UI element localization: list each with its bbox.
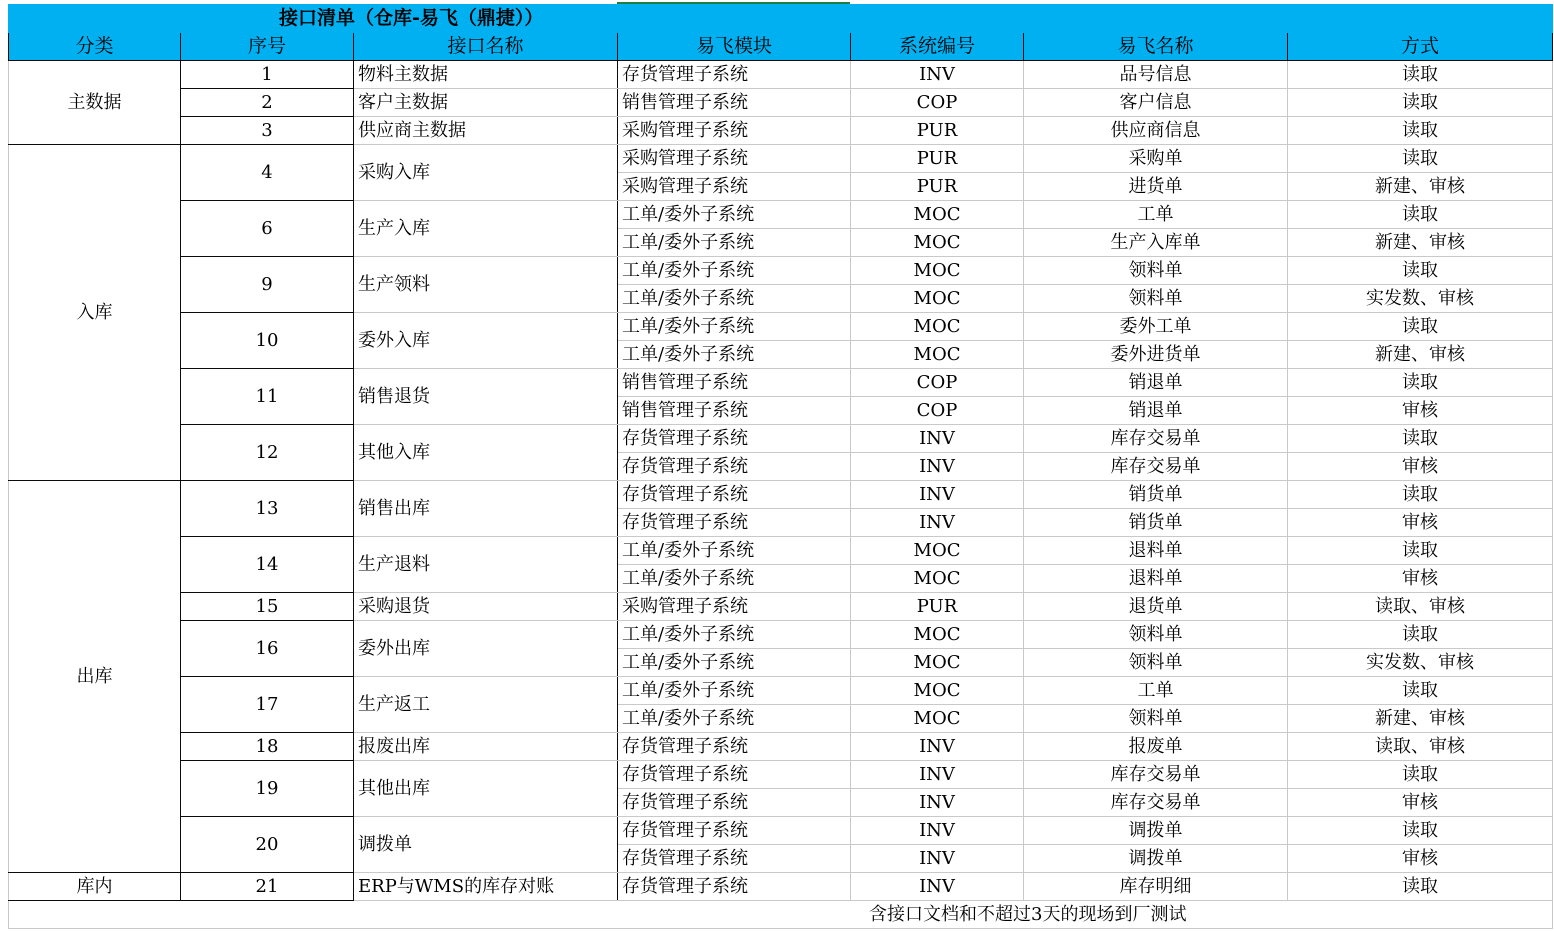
cell-module[interactable]: 工单/委外子系统 [618, 621, 851, 649]
footer-row [9, 901, 1553, 929]
cell-module[interactable]: 工单/委外子系统 [618, 201, 851, 229]
cell-system-code[interactable]: PUR [851, 117, 1024, 145]
cell-seq[interactable]: 4 [181, 145, 354, 201]
table-row [9, 257, 1553, 285]
cell-yifei-name[interactable]: 退货单 [1024, 593, 1288, 621]
interface-list-table [8, 4, 1553, 929]
cell-system-code[interactable]: MOC [851, 313, 1024, 341]
cell-method[interactable]: 审核 [1288, 565, 1553, 593]
cell-method[interactable]: 实发数、审核 [1288, 649, 1553, 677]
cell-method[interactable]: 新建、审核 [1288, 341, 1553, 369]
cell-yifei-name[interactable]: 进货单 [1024, 173, 1288, 201]
cell-module[interactable]: 工单/委外子系统 [618, 649, 851, 677]
cell-system-code[interactable]: INV [851, 733, 1024, 761]
cell-method[interactable]: 读取 [1288, 201, 1553, 229]
cell-system-code[interactable]: PUR [851, 593, 1024, 621]
cell-module[interactable]: 存货管理子系统 [618, 817, 851, 845]
cell-system-code[interactable]: MOC [851, 705, 1024, 733]
cell-category[interactable]: 库内 [9, 873, 181, 901]
cell-yifei-name[interactable]: 品号信息 [1024, 61, 1288, 89]
table-row [9, 145, 1553, 173]
cell-interface-name[interactable]: 委外入库 [354, 313, 618, 369]
cell-seq[interactable]: 9 [181, 257, 354, 313]
table-row [9, 733, 1553, 761]
header-row [9, 33, 1553, 61]
cell-method[interactable]: 读取 [1288, 677, 1553, 705]
cell-module[interactable]: 存货管理子系统 [618, 425, 851, 453]
cell-interface-name[interactable]: 报废出库 [354, 733, 618, 761]
cell-seq[interactable]: 12 [181, 425, 354, 481]
footer-note[interactable]: 含接口文档和不超过3天的现场到厂测试 [9, 901, 1553, 929]
cell-system-code[interactable]: MOC [851, 621, 1024, 649]
cell-module[interactable]: 销售管理子系统 [618, 397, 851, 425]
cell-interface-name[interactable]: 委外出库 [354, 621, 618, 677]
cell-module[interactable]: 工单/委外子系统 [618, 285, 851, 313]
cell-category[interactable]: 入库 [9, 145, 181, 481]
cell-seq[interactable]: 3 [181, 117, 354, 145]
sheet-title[interactable]: 接口清单（仓库-易飞（鼎捷）） [9, 5, 1553, 33]
cell-module[interactable]: 采购管理子系统 [618, 173, 851, 201]
table-row [9, 61, 1553, 89]
header-system-code[interactable]: 系统编号 [851, 33, 1024, 61]
cell-method[interactable]: 读取 [1288, 621, 1553, 649]
cell-seq[interactable]: 21 [181, 873, 354, 901]
cell-module[interactable]: 工单/委外子系统 [618, 229, 851, 257]
cell-module[interactable]: 存货管理子系统 [618, 453, 851, 481]
cell-module[interactable]: 采购管理子系统 [618, 593, 851, 621]
cell-module[interactable]: 销售管理子系统 [618, 369, 851, 397]
cell-seq[interactable]: 17 [181, 677, 354, 733]
cell-method[interactable]: 读取 [1288, 61, 1553, 89]
cell-module[interactable]: 工单/委外子系统 [618, 565, 851, 593]
cell-yifei-name[interactable]: 委外进货单 [1024, 341, 1288, 369]
cell-yifei-name[interactable]: 客户信息 [1024, 89, 1288, 117]
cell-interface-name[interactable]: 销售出库 [354, 481, 618, 537]
cell-method[interactable]: 读取 [1288, 313, 1553, 341]
cell-module[interactable]: 销售管理子系统 [618, 89, 851, 117]
cell-system-code[interactable]: MOC [851, 677, 1024, 705]
cell-system-code[interactable]: INV [851, 817, 1024, 845]
cell-seq[interactable]: 14 [181, 537, 354, 593]
cell-method[interactable]: 读取 [1288, 257, 1553, 285]
cell-method[interactable]: 读取 [1288, 537, 1553, 565]
cell-module[interactable]: 存货管理子系统 [618, 873, 851, 901]
cell-yifei-name[interactable]: 领料单 [1024, 649, 1288, 677]
cell-category[interactable]: 出库 [9, 481, 181, 873]
table-row [9, 117, 1553, 145]
cell-yifei-name[interactable]: 调拨单 [1024, 845, 1288, 873]
table-row [9, 817, 1553, 845]
cell-method[interactable]: 新建、审核 [1288, 229, 1553, 257]
cell-interface-name[interactable]: 其他出库 [354, 761, 618, 817]
cell-system-code[interactable]: PUR [851, 173, 1024, 201]
cell-yifei-name[interactable]: 采购单 [1024, 145, 1288, 173]
cell-system-code[interactable]: MOC [851, 341, 1024, 369]
cell-module[interactable]: 存货管理子系统 [618, 61, 851, 89]
cell-system-code[interactable]: MOC [851, 285, 1024, 313]
cell-system-code[interactable]: INV [851, 481, 1024, 509]
table-row [9, 201, 1553, 229]
cell-module[interactable]: 工单/委外子系统 [618, 677, 851, 705]
cell-yifei-name[interactable]: 供应商信息 [1024, 117, 1288, 145]
table-row [9, 369, 1553, 397]
cell-method[interactable]: 审核 [1288, 789, 1553, 817]
cell-method[interactable]: 新建、审核 [1288, 173, 1553, 201]
cell-seq[interactable]: 6 [181, 201, 354, 257]
cell-system-code[interactable]: MOC [851, 649, 1024, 677]
cell-method[interactable]: 读取 [1288, 817, 1553, 845]
cell-seq[interactable]: 15 [181, 593, 354, 621]
cell-interface-name[interactable]: 物料主数据 [354, 61, 618, 89]
cell-module[interactable]: 存货管理子系统 [618, 733, 851, 761]
cell-yifei-name[interactable]: 领料单 [1024, 705, 1288, 733]
cell-system-code[interactable]: INV [851, 789, 1024, 817]
cell-yifei-name[interactable]: 库存交易单 [1024, 789, 1288, 817]
title-row [9, 5, 1553, 33]
cell-module[interactable]: 工单/委外子系统 [618, 705, 851, 733]
cell-method[interactable]: 实发数、审核 [1288, 285, 1553, 313]
table-row [9, 677, 1553, 705]
cell-interface-name[interactable]: 销售退货 [354, 369, 618, 425]
cell-yifei-name[interactable]: 工单 [1024, 201, 1288, 229]
cell-yifei-name[interactable]: 销货单 [1024, 481, 1288, 509]
cell-yifei-name[interactable]: 领料单 [1024, 285, 1288, 313]
cell-category[interactable]: 主数据 [9, 61, 181, 145]
cell-system-code[interactable]: INV [851, 453, 1024, 481]
cell-method[interactable]: 读取 [1288, 481, 1553, 509]
cell-method[interactable]: 审核 [1288, 397, 1553, 425]
cell-method[interactable]: 读取 [1288, 873, 1553, 901]
cell-yifei-name[interactable]: 生产入库单 [1024, 229, 1288, 257]
cell-yifei-name[interactable]: 库存交易单 [1024, 453, 1288, 481]
cell-method[interactable]: 读取 [1288, 117, 1553, 145]
cell-interface-name[interactable]: 客户主数据 [354, 89, 618, 117]
cell-method[interactable]: 审核 [1288, 509, 1553, 537]
header-module[interactable]: 易飞模块 [618, 33, 851, 61]
cell-seq[interactable]: 16 [181, 621, 354, 677]
cell-yifei-name[interactable]: 库存交易单 [1024, 425, 1288, 453]
cell-system-code[interactable]: INV [851, 761, 1024, 789]
cell-method[interactable]: 读取 [1288, 89, 1553, 117]
cell-method[interactable]: 读取 [1288, 761, 1553, 789]
cell-interface-name[interactable]: 生产退料 [354, 537, 618, 593]
cell-seq[interactable]: 20 [181, 817, 354, 873]
cell-yifei-name[interactable]: 销退单 [1024, 397, 1288, 425]
cell-seq[interactable]: 10 [181, 313, 354, 369]
cell-system-code[interactable]: COP [851, 397, 1024, 425]
cell-method[interactable]: 读取 [1288, 145, 1553, 173]
table-row [9, 593, 1553, 621]
cell-module[interactable]: 工单/委外子系统 [618, 257, 851, 285]
table-body [9, 61, 1553, 901]
cell-system-code[interactable]: COP [851, 369, 1024, 397]
table-row [9, 537, 1553, 565]
cell-interface-name[interactable]: 其他入库 [354, 425, 618, 481]
cell-method[interactable]: 读取 [1288, 425, 1553, 453]
cell-interface-name[interactable]: ERP与WMS的库存对账 [354, 873, 618, 901]
cell-system-code[interactable]: MOC [851, 201, 1024, 229]
cell-system-code[interactable]: INV [851, 425, 1024, 453]
cell-method[interactable]: 审核 [1288, 453, 1553, 481]
cell-module[interactable]: 工单/委外子系统 [618, 313, 851, 341]
header-interface-name[interactable]: 接口名称 [354, 33, 618, 61]
header-yifei-name[interactable]: 易飞名称 [1024, 33, 1288, 61]
table-row [9, 481, 1553, 509]
cell-system-code[interactable]: INV [851, 509, 1024, 537]
cell-yifei-name[interactable]: 销货单 [1024, 509, 1288, 537]
cell-yifei-name[interactable]: 领料单 [1024, 621, 1288, 649]
cell-interface-name[interactable]: 生产入库 [354, 201, 618, 257]
cell-seq[interactable]: 2 [181, 89, 354, 117]
header-seq[interactable]: 序号 [181, 33, 354, 61]
table-row [9, 425, 1553, 453]
cell-seq[interactable]: 18 [181, 733, 354, 761]
cell-method[interactable]: 读取、审核 [1288, 593, 1553, 621]
cell-module[interactable]: 采购管理子系统 [618, 117, 851, 145]
cell-module[interactable]: 存货管理子系统 [618, 789, 851, 817]
cell-system-code[interactable]: INV [851, 845, 1024, 873]
cell-system-code[interactable]: INV [851, 61, 1024, 89]
table-row [9, 313, 1553, 341]
table-row [9, 873, 1553, 901]
cell-yifei-name[interactable]: 退料单 [1024, 565, 1288, 593]
header-category[interactable]: 分类 [9, 33, 181, 61]
cell-seq[interactable]: 1 [181, 61, 354, 89]
cell-interface-name[interactable]: 采购入库 [354, 145, 618, 201]
cell-method[interactable]: 读取 [1288, 369, 1553, 397]
cell-module[interactable]: 采购管理子系统 [618, 145, 851, 173]
cell-system-code[interactable]: INV [851, 873, 1024, 901]
cell-yifei-name[interactable]: 销退单 [1024, 369, 1288, 397]
cell-system-code[interactable]: MOC [851, 537, 1024, 565]
cell-seq[interactable]: 13 [181, 481, 354, 537]
cell-interface-name[interactable]: 生产领料 [354, 257, 618, 313]
cell-system-code[interactable]: MOC [851, 565, 1024, 593]
table-row [9, 621, 1553, 649]
cell-yifei-name[interactable]: 退料单 [1024, 537, 1288, 565]
cell-method[interactable]: 读取、审核 [1288, 733, 1553, 761]
cell-system-code[interactable]: COP [851, 89, 1024, 117]
cell-module[interactable]: 存货管理子系统 [618, 509, 851, 537]
cell-interface-name[interactable]: 调拨单 [354, 817, 618, 873]
cell-interface-name[interactable]: 供应商主数据 [354, 117, 618, 145]
cell-interface-name[interactable]: 采购退货 [354, 593, 618, 621]
cell-yifei-name[interactable]: 委外工单 [1024, 313, 1288, 341]
table-row [9, 761, 1553, 789]
cell-module[interactable]: 存货管理子系统 [618, 481, 851, 509]
cell-system-code[interactable]: MOC [851, 257, 1024, 285]
table-row [9, 89, 1553, 117]
cell-module[interactable]: 存货管理子系统 [618, 761, 851, 789]
cell-module[interactable]: 工单/委外子系统 [618, 341, 851, 369]
cell-method[interactable]: 新建、审核 [1288, 705, 1553, 733]
cell-yifei-name[interactable]: 库存明细 [1024, 873, 1288, 901]
cell-module[interactable]: 存货管理子系统 [618, 845, 851, 873]
cell-yifei-name[interactable]: 报废单 [1024, 733, 1288, 761]
cell-yifei-name[interactable]: 工单 [1024, 677, 1288, 705]
cell-yifei-name[interactable]: 库存交易单 [1024, 761, 1288, 789]
cell-seq[interactable]: 19 [181, 761, 354, 817]
header-method[interactable]: 方式 [1288, 33, 1553, 61]
cell-system-code[interactable]: MOC [851, 229, 1024, 257]
cell-yifei-name[interactable]: 领料单 [1024, 257, 1288, 285]
cell-method[interactable]: 审核 [1288, 845, 1553, 873]
cell-seq[interactable]: 11 [181, 369, 354, 425]
cell-system-code[interactable]: PUR [851, 145, 1024, 173]
cell-yifei-name[interactable]: 调拨单 [1024, 817, 1288, 845]
cell-module[interactable]: 工单/委外子系统 [618, 537, 851, 565]
cell-interface-name[interactable]: 生产返工 [354, 677, 618, 733]
